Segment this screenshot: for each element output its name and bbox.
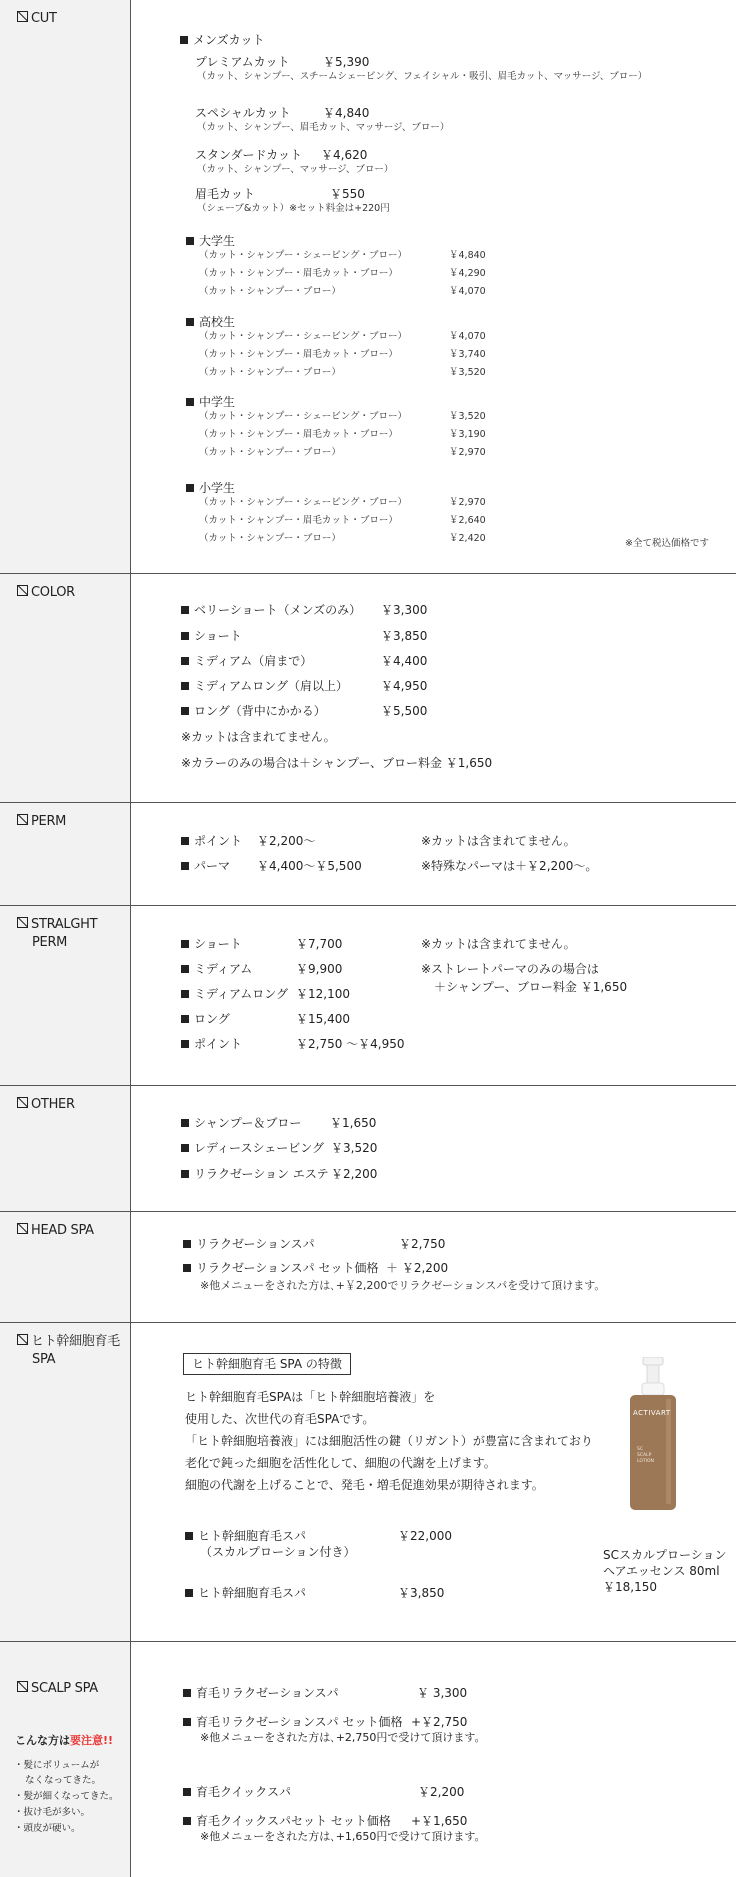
group-item-desc: （カット・シャンプー・眉毛カット・ブロー）	[199, 268, 398, 279]
menu-item-price: ￥5,390	[323, 55, 370, 69]
symptom-item: ・髪にボリュームが	[14, 1760, 100, 1771]
scalp-note: ※他メニューをされた方は､+1,650円で受けて頂けます。	[200, 1830, 486, 1843]
menu-item-price: ￥550	[330, 187, 365, 201]
straight-item: ミディアム	[181, 962, 252, 976]
symptom-item: ・頭皮が硬い。	[14, 1823, 81, 1834]
bullet-square-icon	[183, 1718, 191, 1726]
color-item: ベリーショート（メンズのみ）	[181, 603, 361, 617]
bullet-square-icon	[186, 398, 194, 406]
perm-note: ※カットは含まれてません。	[421, 834, 576, 848]
section-marker-icon	[17, 1223, 28, 1234]
stem-item-price: ￥22,000	[398, 1529, 452, 1543]
stem-item: ヒト幹細胞育毛スパ	[185, 1586, 306, 1600]
bullet-square-icon	[183, 1689, 191, 1697]
straight-item-price: ￥12,100	[296, 987, 350, 1001]
stem-item: ヒト幹細胞育毛スパ	[185, 1529, 306, 1543]
section-perm	[0, 803, 736, 906]
bullet-square-icon	[181, 1119, 189, 1127]
group-item-price: ￥3,520	[449, 367, 486, 378]
group-item-desc: （カット・シャンプー・シェービング・ブロー）	[199, 250, 408, 261]
scalp-item-price: +￥2,750	[411, 1715, 468, 1729]
sidebar-head-spa	[0, 1212, 131, 1322]
group-item-desc: （カット・シャンプー・ブロー）	[199, 286, 341, 297]
section-cut	[0, 0, 736, 574]
section-title-cut: CUT	[17, 10, 57, 28]
stem-item-sub: （スカルプローション付き）	[200, 1545, 356, 1559]
group-item-desc: （カット・シャンプー・シェービング・ブロー）	[199, 411, 408, 422]
section-marker-icon	[17, 917, 28, 928]
sidebar-scalp-spa	[0, 1642, 131, 1877]
section-straight-perm	[0, 906, 736, 1086]
section-marker-icon	[17, 1334, 28, 1345]
straight-item: ロング	[181, 1012, 230, 1026]
straight-item: ミディアムロング	[181, 987, 288, 1001]
menu-item-price: ￥4,840	[323, 106, 370, 120]
section-head-spa	[0, 1212, 736, 1323]
caution-heading: こんな方は要注意!!	[15, 1734, 114, 1747]
group-item-desc: （カット・シャンプー・シェービング・ブロー）	[199, 497, 408, 508]
bullet-square-icon	[183, 1788, 191, 1796]
feature-text-line: 「ヒト幹細胞培養液」には細胞活性の鍵（リガント）が豊富に含まれており	[185, 1434, 593, 1448]
menu-item-desc: （カット、シャンプー、マッサージ、ブロー）	[197, 164, 394, 175]
headspa-item: リラクゼーションスパ	[183, 1237, 315, 1251]
straight-item-price: ￥7,700	[296, 937, 343, 951]
symptom-item: なくなってきた。	[25, 1775, 102, 1786]
perm-item: パーマ	[181, 859, 230, 873]
section-other	[0, 1086, 736, 1212]
color-item: ミディアムロング（肩以上）	[181, 679, 348, 693]
section-title-scalp-spa: SCALP SPA	[17, 1680, 98, 1698]
scalp-lotion-bottle-image	[628, 1357, 678, 1512]
straight-item-price: ￥15,400	[296, 1012, 350, 1026]
section-marker-icon	[17, 1681, 28, 1692]
bullet-square-icon	[181, 606, 189, 614]
other-item: リラクゼーション エステ	[181, 1167, 329, 1181]
bullet-square-icon	[186, 318, 194, 326]
scalp-item: 育毛リラクゼーションスパ セット価格	[183, 1715, 403, 1729]
group-item-price: ￥2,970	[449, 497, 486, 508]
menu-item-name: スペシャルカット	[195, 106, 291, 120]
section-title-color: COLOR	[17, 584, 75, 602]
bottle-label: LOTION	[637, 1459, 654, 1464]
section-marker-icon	[17, 1097, 28, 1108]
color-item-price: ￥3,850	[381, 629, 428, 643]
menu-item-name: プレミアムカット	[195, 55, 290, 69]
menu-item-desc: （カット、シャンプー、眉毛カット、マッサージ、ブロー）	[197, 122, 450, 133]
headspa-item-price: ￥2,750	[399, 1237, 446, 1251]
other-item: シャンプー＆ブロー	[181, 1116, 301, 1130]
section-scalp-spa	[0, 1642, 736, 1877]
bullet-square-icon	[185, 1532, 193, 1540]
student-group-title: 高校生	[186, 315, 235, 329]
color-item-price: ￥3,300	[381, 603, 428, 617]
straight-item: ショート	[181, 937, 242, 951]
section-title-perm: PERM	[17, 813, 66, 831]
feature-text-line: ヒト幹細胞育毛SPAは「ヒト幹細胞培養液」を	[185, 1390, 436, 1404]
section-marker-icon	[17, 11, 28, 22]
bullet-square-icon	[181, 1144, 189, 1152]
bullet-square-icon	[181, 940, 189, 948]
bullet-square-icon	[186, 237, 194, 245]
tax-note: ※全て税込価格です	[625, 538, 709, 549]
bullet-square-icon	[181, 632, 189, 640]
color-item-price: ￥4,400	[381, 654, 428, 668]
bullet-square-icon	[186, 484, 194, 492]
bullet-square-icon	[181, 990, 189, 998]
mens-cut-header: メンズカット	[180, 33, 265, 47]
feature-text-line: 老化で鈍った細胞を活性化して、細胞の代謝を上げます。	[185, 1456, 496, 1470]
product-price: ￥18,150	[603, 1580, 657, 1594]
bullet-square-icon	[181, 1040, 189, 1048]
bullet-square-icon	[181, 1170, 189, 1178]
menu-item-name: スタンダードカット	[195, 148, 303, 162]
group-item-desc: （カット・シャンプー・シェービング・ブロー）	[199, 331, 408, 342]
group-item-desc: （カット・シャンプー・ブロー）	[199, 367, 341, 378]
group-item-desc: （カット・シャンプー・眉毛カット・ブロー）	[199, 429, 398, 440]
scalp-item-price: +￥1,650	[411, 1814, 468, 1828]
menu-item-name: 眉毛カット	[195, 187, 255, 201]
group-item-price: ￥3,520	[449, 411, 486, 422]
color-note: ※カットは含まれてません。	[181, 730, 336, 744]
bullet-square-icon	[181, 682, 189, 690]
sidebar-color	[0, 574, 131, 802]
other-item: レディースシェービング	[181, 1141, 324, 1155]
straight-note: ＋シャンプー、ブロー料金 ￥1,650	[434, 980, 628, 994]
bullet-square-icon	[181, 837, 189, 845]
section-title-stem-cell-spa: ヒト幹細胞育毛 SPA	[17, 1333, 120, 1369]
scalp-note: ※他メニューをされた方は､+2,750円で受けて頂けます。	[200, 1731, 486, 1744]
bottle-label: SCALP	[637, 1453, 652, 1458]
bullet-square-icon	[181, 657, 189, 665]
group-item-desc: （カット・シャンプー・眉毛カット・ブロー）	[199, 349, 398, 360]
menu-item-price: ￥4,620	[321, 148, 368, 162]
color-item-price: ￥5,500	[381, 704, 428, 718]
section-color	[0, 574, 736, 803]
sidebar-stem-cell-spa	[0, 1323, 131, 1641]
symptom-item: ・髪が細くなってきた。	[14, 1791, 119, 1802]
student-group-title: 大学生	[186, 234, 235, 248]
color-item: ロング（背中にかかる）	[181, 704, 326, 718]
group-item-price: ￥4,290	[449, 268, 486, 279]
sidebar-straight-perm	[0, 906, 131, 1085]
section-marker-icon	[17, 585, 28, 596]
group-item-price: ￥3,740	[449, 349, 486, 360]
group-item-price: ￥4,070	[449, 331, 486, 342]
product-name: ヘアエッセンス 80ml	[603, 1564, 720, 1578]
bullet-square-icon	[183, 1817, 191, 1825]
bottle-icon	[628, 1357, 678, 1512]
color-item: ミディアム（肩まで）	[181, 654, 312, 668]
color-item-price: ￥4,950	[381, 679, 428, 693]
bullet-square-icon	[183, 1264, 191, 1272]
feature-text-line: 使用した、次世代の育毛SPAです。	[185, 1412, 375, 1426]
straight-note: ※カットは含まれてません。	[421, 937, 576, 951]
section-stem-cell-spa	[0, 1323, 736, 1642]
headspa-item: リラクゼーションスパ セット価格	[183, 1261, 379, 1275]
perm-item-price: ￥4,400～￥5,500	[257, 859, 362, 873]
group-item-desc: （カット・シャンプー・ブロー）	[199, 533, 341, 544]
section-title-straight-perm: STRALGHT PERM	[17, 916, 97, 952]
group-item-price: ￥4,840	[449, 250, 486, 261]
bullet-square-icon	[181, 1015, 189, 1023]
group-item-desc: （カット・シャンプー・ブロー）	[199, 447, 341, 458]
bullet-square-icon	[181, 707, 189, 715]
color-note: ※カラーのみの場合は＋シャンプー、ブロー料金 ￥1,650	[181, 756, 493, 770]
straight-item-price: ￥2,750 ～￥4,950	[296, 1037, 405, 1051]
bullet-square-icon	[181, 862, 189, 870]
section-title-head-spa: HEAD SPA	[17, 1222, 94, 1240]
group-item-price: ￥3,190	[449, 429, 486, 440]
scalp-item: 育毛クイックスパ	[183, 1785, 291, 1799]
bottle-brand: ACTIVART	[633, 1409, 671, 1417]
menu-item-desc: （シェーブ&カット）※セット料金は+220円	[197, 203, 390, 214]
bullet-square-icon	[180, 36, 188, 44]
perm-item-price: ￥2,200～	[257, 834, 316, 848]
product-name: SCスカルプローション	[603, 1548, 727, 1562]
student-group-title: 小学生	[186, 481, 235, 495]
perm-item: ポイント	[181, 834, 242, 848]
group-item-price: ￥2,640	[449, 515, 486, 526]
headspa-note: ※他メニューをされた方は､+￥2,200でリラクゼーションスパを受けて頂けます。	[200, 1279, 606, 1292]
student-group-title: 中学生	[186, 395, 235, 409]
group-item-price: ￥4,070	[449, 286, 486, 297]
bullet-square-icon	[185, 1589, 193, 1597]
symptom-item: ・抜け毛が多い。	[14, 1807, 91, 1818]
scalp-item: 育毛リラクゼーションスパ	[183, 1686, 339, 1700]
feature-text-line: 細胞の代謝を上げることで、発毛・増毛促進効果が期待されます。	[185, 1478, 544, 1492]
straight-note: ※ストレートパーマのみの場合は	[421, 962, 599, 976]
other-item-price: ￥2,200	[331, 1167, 378, 1181]
group-item-price: ￥2,420	[449, 533, 486, 544]
menu-item-desc: （カット、シャンプー、スチームシェービング、フェイシャル・吸引、眉毛カット、マッサージ、ブロー）	[197, 71, 648, 82]
sidebar-other	[0, 1086, 131, 1211]
bottle-label: SC	[637, 1447, 643, 1452]
stem-item-price: ￥3,850	[398, 1586, 445, 1600]
other-item-price: ￥1,650	[330, 1116, 377, 1130]
bullet-square-icon	[183, 1240, 191, 1248]
scalp-item: 育毛クイックスパセット セット価格	[183, 1814, 391, 1828]
color-item: ショート	[181, 629, 242, 643]
section-marker-icon	[17, 814, 28, 825]
scalp-item-price: ￥ 3,300	[417, 1686, 468, 1700]
group-item-desc: （カット・シャンプー・眉毛カット・ブロー）	[199, 515, 398, 526]
sidebar-cut	[0, 0, 131, 573]
headspa-item-price: ＋ ￥2,200	[386, 1261, 449, 1275]
feature-heading: ヒト幹細胞育毛 SPA の特徴	[183, 1353, 351, 1375]
straight-item: ポイント	[181, 1037, 242, 1051]
straight-item-price: ￥9,900	[296, 962, 343, 976]
section-title-other: OTHER	[17, 1096, 75, 1114]
bullet-square-icon	[181, 965, 189, 973]
sidebar-perm	[0, 803, 131, 905]
other-item-price: ￥3,520	[331, 1141, 378, 1155]
scalp-item-price: ￥2,200	[418, 1785, 465, 1799]
perm-note: ※特殊なパーマは＋￥2,200～。	[421, 859, 598, 873]
group-item-price: ￥2,970	[449, 447, 486, 458]
